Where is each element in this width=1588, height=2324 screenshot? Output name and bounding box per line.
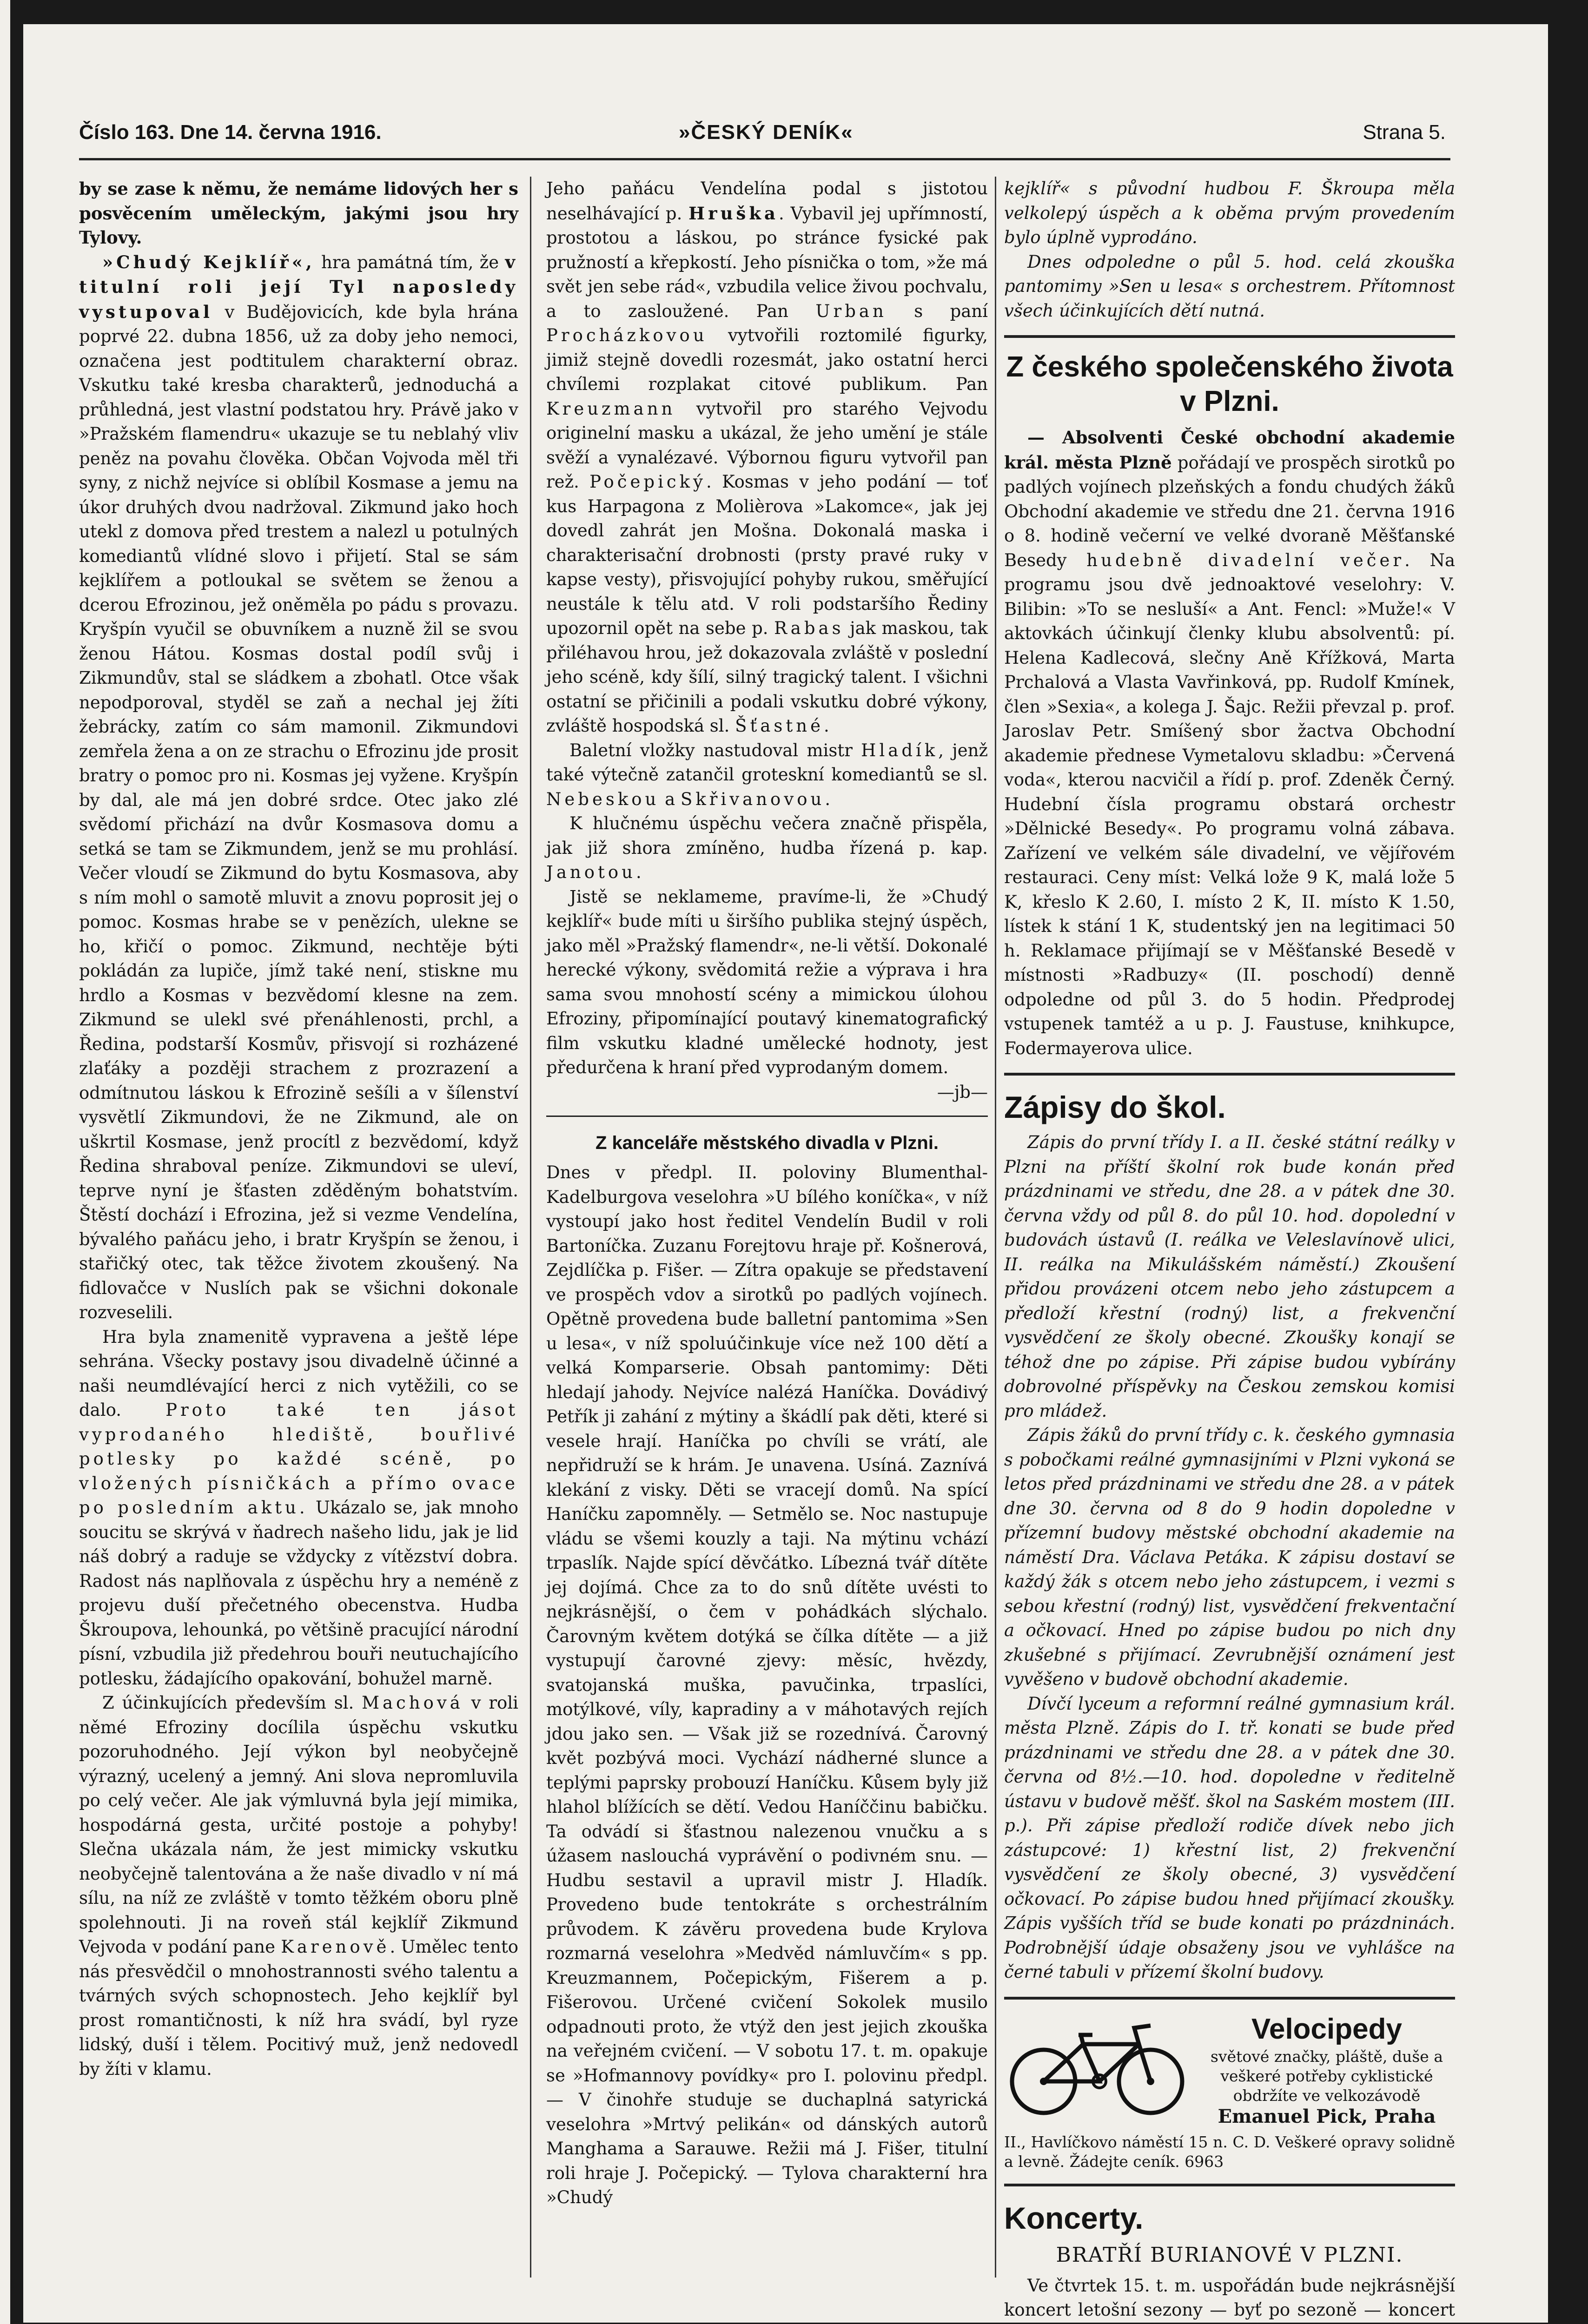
actor-name: Hruška [688, 203, 779, 224]
bicycle-advertisement [1004, 2012, 1455, 2128]
play-title: »Chudý Kejklíř«, [102, 251, 315, 272]
schools-realka: Zápis do první třídy I. a II. české státní reálky v Plzni na příští školní rok bude konán před prázdninami ve středu, dne 28. a v pátek dne 30. června vždy od půl 8. do půl 10. hod. dopolední v budovách ústavů (I. reálka ve Veleslavínově ulici, II. reálka na Mikulášském náměstí.) Zkoušení přidou provázeni otcem nebo jeho zástupcem a předloží křestní (rodný) list, a frekvenční vysvědčení ze školy obecné. Zkoušky konají se téhož dne po zápise. Při zápise budou vybírány dobrovolné příspěvky na Českou zemskou komisi pro mládež. [1004, 1132, 1455, 1421]
article-signature: —jb— [937, 1082, 988, 1102]
concerts-subheading: BRATŘÍ BURIANOVÉ V PLZNI. [1056, 2243, 1403, 2267]
ad-firm: Emanuel Pick, Praha [1217, 2105, 1436, 2127]
actor-name: Nebeskou [546, 789, 660, 809]
column-2 [546, 177, 988, 2278]
paragraph-rehearsal: Dnes odpoledne o půl 5. hod. celá zkouška pantomimy »Sen u lesa« s orchestrem. Přítomnost všech účinkujících dětí nutná. [1004, 251, 1455, 321]
actor-name: Počepický [589, 472, 706, 492]
schools-lyceum: Dívčí lyceum a reformní reálné gymnasium král. města Plzně. Zápis do I. tř. konati se bude před prázdninami ve středu dne 28. a v pátek dne 30. června od 8½.—10. hod. dopoledne v ředitelně ústavu v budově měšť. škol na Saském mostem (III. p.). Při zápise předloží rodiče dívek nebo jich zástupcové: 1) křestní list, 2) frekvenční vysvědčení ze školy obecné, 3) vysvědčení očkovací. Po zápise budou hned přijímací zkoušky. Zápis vyšších tříd se bude konati po prázdninách. Podrobnější údaje obsaženy jsou ve vyhlášce na černé tabuli v přízemí školní budovy. [1004, 1693, 1455, 1982]
paragraph-music: K hlučnému úspěchu večera značně přispěla, jak již shora zmíněno, hudba řízená p. kap. Janotou. [546, 813, 988, 882]
theatre-office-text: Dnes v předpl. II. polovinу Blumenthal-Kadelburgova veselohra »U bílého koníčka«, v níž vystoupí jako host ředitel Vendelín Budil v roli Bartoníčka. Zuzanu Forejtovu hraje př. Košnerová, Zejdlíčka p. Fišer. — Zítra opakuje se představení ve prospěch vdov a sirotků po padlých vojínech. Opětně provedena bude balletní pantomima »Sen u lesa«, v níž spoluúčinkuje více než 100 dětí a velká Komparserie. Obsah pantomimy: Děti hledají jahody. Nejvíce nalézá Haníčka. Dovádivý Petřík ji zahání z mýtiny a škádlí pak děti, které si vesele hrají. Haníčka po chvíli se vrátí, ale nepřidruží se k hrám. Je unavena. Usíná. Zaznívá klekání z visky. Děti se vracejí domů. Na spící Haníčku zapomněly. — Setmělo se. Noc nastupuje vládu se všemi kouzly a taji. Na mýtinu vchází trpaslík. Najde spící děvčátko. Líbezná tvář dítěte jej dojímá. Chce za to do snů dítěte uvésti to nejkrásnější, o čem v pohádkách slýchalo. Čarovným květem dotýká se čílka dítěte — a již vystupují čarovné zjevy: měsíc, hvězdy, svatojanská muška, pavučinka, trpaslíci, motýlkové, víly, kapradiny a v máhotavých rejích jdou jako sen. — Však již se rozednívá. Čarovný květ pozbývá moci. Vychází nádherné slunce a teplými paprsky probouzí Haníčku. Kůsem byly již hlahol blížících se dětí. Vedou Haníččinu babičku. Ta odvádí si šťastnou nalezenou vnučku a s úžasem naslouchá vyprávění o podivném snu. — Hudbu sestavil a upravil mistr J. Hladík. Provedeno bude tentokráte s orchestrálním průvodem. K závěru provedena bude Krylova rozmarná veselohra »Medvěd námluvčím« s pp. Kreuzmannem, Počepickým, Fišerem a p. Fišerovou. Určené cvičení Sokolek musilo odpadnouti proto, že vtýž den jest jejich zkouška na veřejném cvičení. — V sobotu 17. t. m. opakuje se »Hofmannovy povídky« pro I. polovinu předpl. — V činohře studuje se duchaplná satyrická veselohra »Mrtvý pelikán« od dánských autorů Manghama a Sarauwe. Režii má J. Fišer, titulní roli hraje J. Počepický. — Tylova charakterní hra »Chudý [546, 1162, 988, 2207]
society-heading: Z českého společenského života v Plzni. [1006, 351, 1453, 417]
paragraph-intro: by se zase k němu, že nemáme lidových her s posvěcením uměleckým, jakými jsou hry Tylovy. [79, 178, 518, 248]
paragraph-ballet: Baletní vložky nastudoval mistr Hladík, jenž také výtečně zatančil groteskní komediantů se sl. Nebeskou a Skřivanovou. [546, 740, 988, 809]
paragraph-play-summary: »Chudý Kejklíř«, hra památná tím, že v titulní roli její Tyl naposledy vystupoval v Budějovicích, kde byla hrána poprvé 22. dubna 1856, už za doby jeho nemoci, označena jest podtitulem charakterní obraz. Vskutku také kresba charakterů, jednoduchá a průhledná, jest vlastní podstatou hry. Právě jako v »Pražském flamendru« ukazuje se tu neblahý vliv peněz na povahu člověka. Občan Vojvoda měl tři syny, z nichž nejvíce si oblíbil Kosmase a jemu na úkor druhých dvou nadržoval. Zikmund jako hoch utekl z domova před trestem a nalezl u potulných komediantů vlídné slovo i přijetí. Stal se sám kejklířem a potloukal se světem se ženou a dcerou Efrozinou, jež oněměla po pádu s provazu. Kryšpín vyučil se obuvníkem a nuzně žil se svou ženou Hátou. Kosmas dostal podíl svůj i Zikmundův, stal se sládkem a zbohatl. Otce však nepodporoval, styděl se zaň a nechal jej žíti žebrácky, zatím co sám mamonil. Zikmundovi zemřela žena a on ze strachu o Efrozinu jde prosit bratry o pomoc pro ni. Kosmas jej vyžene. Kryšpín by dal, ale má jen dobré srdce. Otec jako zlé svědomí přichází na dvůr Kosmasova domu a setká se tam se Zikmundem, jenž se mu prohlásí. Večer vloudí se Zikmund do bytu Kosmasova, aby s ním mohl o samotě mluvit a znovu poprosit jej o pomoc. Kosmas hrabe se v penězích, uleknе se ho, křičí o pomoc. Zikmund, nechtěje býti pokládán za lupiče, jímž také není, stiskne mu hrdlo a Kosmas v bezvědomí klesne na zem. Zikmund se ulekl své přenáhlenosti, prchl, a Ředina, podstarší Kosmův, přisvojí si rozházené zlaťáky a později strachem z prozrazení a odmítnutou láskou k Efrozině sešíli a v šílenství vysvětlí Zikmundovi, že ne Zikmund, ale on uškrtil Kosmase, jenž procítl z bezvědomí, když Ředina shraboval peníze. Zikmundovi se uleví, teprve nyní je šťasten zděděným bohatstvím. Štěstí dochází i Efrozina, jež si vezme Vendelína, bývalého paňácu jeho, i bratr Kryšpín se ženou, i stařičký otec, tak těžce životem zkoušený. Na fidlovačce v Nuslích pak se všichni dokonale rozveselili. [79, 251, 518, 1322]
newspaper-title: »ČESKÝ DENÍK« [679, 121, 854, 144]
section-rule [1004, 2184, 1455, 2186]
column-divider-2 [995, 177, 996, 2278]
ad-code: 6963 [1184, 2152, 1224, 2171]
paragraph-cast: Jeho paňácu Vendelína podal s jistotou neselhávající p. Hruška. Vybavil jej upřímností, prostotou a láskou, po stránce fysické pak pružností a křepkostí. Jeho písnička o tom, »že má svět jen sebe rád«, vzbudila velice živou pochvalu, a to zasloužené. Pan Urban s paní Procházkovou vytvořili roztomilé figurky, jimiž stejně dovedli rozesmát, jako ostatní herci chvílemi rozplakat citové publikum. Pan Kreuzmann vytvořil pro starého Vejvodu originelní masku a ukázal, že jeho umění je stále svěží a vynalézavé. Výbornou figuru vytvořil pan rež. Počepický. Kosmas v jeho podání — toť kus Harpagona z Molièrova »Lakomce«, jak jej dovedl zahrát jen Mošna. Dokonalá maska i charakterisační drobnosti (prsty pravé ruky v kapse vesty), přisvojující pohyby rukou, směřující neustále k tělu atd. V roli podstaršího Řediny upozornil opět na sebe p. Rabas jak maskou, tak přiléhavou hrou, jež dokazovala zvláště v poslední jeho scéně, kdy šílí, silný tragický talent. I všichni ostatní se přičinili a podali vskutku dobré výkony, zvláště hospodská sl. Šťastné. [546, 178, 988, 736]
bicycle-icon [1004, 2012, 1190, 2119]
concerts-heading: Koncerty. [1004, 2200, 1144, 2235]
column-1 [79, 177, 518, 2278]
actor-name: Urban [815, 301, 887, 321]
actor-name: Šťastné [735, 716, 824, 736]
actor-name: Kreuzmann [546, 398, 676, 419]
emphasis-text: hudebně divadelní večer [1086, 550, 1405, 570]
column-divider-1 [530, 177, 531, 2278]
schools-heading: Zápisy do škol. [1004, 1090, 1226, 1124]
emphasis-text: Proto také ten jásot vyprodaného hlediště, bouřlivé potlesky po každé scéně, po vložených písničkách a přímo ovace po posledním aktu. [79, 1400, 518, 1518]
actor-name: Janotou [546, 862, 636, 882]
paragraph-performance: Hra byla znamenitě vypravena a ještě lépe sehrána. Všecky postavy jsou divadelně účinné a naši neumdlévající herci z nich vytěžili, co se dalo. Proto také ten jásot vyprodaného hlediště, bouřlivé potlesky po každé scéně, po vložených písničkách a přímo ovace po posledním aktu. Ukázalo se, jak mnoho soucitu se skrývá v ňadrech našeho lidu, jak je lid náš dobrý a raduje se vždycky z vítězství dobra. Radost nás naplňovala z úspěchu hry a neméně z projevu duší přečetného obecenstva. Hudba Škroupova, lehounká, po většině pracující národní písní, vzbudila již předehrou bouři neutuchajícího potlesku, žádajícího opakování, bohužel marně. [79, 1327, 518, 1689]
actor-name: Procházkovou [546, 325, 708, 345]
header-rule [79, 158, 1450, 160]
section-rule [1004, 1997, 1455, 2000]
paragraph-actors: Z účinkujících především sl. Machová v roli němé Efroziny docílila úspěchu vskutku pozoruhodného. Její výkon byl neobyčejně výrazný, ucelený a jemný. Ani slova nepromluvila po celý večer. Ale jak výmluvná byla její mimika, hospodárná gesta, určité postoje a pohyby! Slečna ukázala nám, že jest mimicky vskutku neobyčejně talentována a že naše divadlo v ní má sílu, na níž ze zvláště v tomto těžkém oboru plně spolehnouti. Ji na roveň stál kejklíř Zikmund Vejvoda v podání pane Karenově. Umělec tento nás přesvědčil o mnohostrannosti svého talentu a tvárných svých schopnostech. Jeho kejklíř byl prost romantičnosti, k níž hra svádí, byl ryze lidský, duší i tělem. Pocitivý muž, jenž nedovedl by žíti v klamu. [79, 1693, 519, 2079]
section-rule [1004, 1073, 1455, 1076]
actor-name: Karenově [281, 1937, 390, 1957]
section-rule [1004, 335, 1455, 338]
section-rule [546, 1116, 988, 1117]
paragraph-conclusion: Jistě se neklameme, pravíme-li, že »Chudý kejklíř« bude míti u širšího publika stejný úspěch, jako měl »Pražský flamendr«, ne-li větší. Dokonalé herecké výkony, svědomitá režie a výprava i hra sama svou mnohostí scény a mimickou úlohou Efroziny, připomínající poutavý kinematografický film vskutku kladné umělecké hodnoty, jest předurčena k hraní před vyprodaným domem. [546, 886, 988, 1077]
column-3 [1004, 177, 1455, 2320]
actor-name: Machová [362, 1693, 463, 1713]
page-number: Strana 5. [1363, 121, 1446, 144]
society-text: — Absolventi České obchodní akademie král. města Plzně pořádají ve prospěch sirotků po padlých vojínech plzeňských a fondu chudých žáků Obchodní akademie ve středu dne 21. června 1916 o 8. hodině večerní ve velké dvoraně Měšťanské Besedy hudebně divadelní večer. Na programu jsou dvě jednoaktové veselohry: V. Bilibin: »To se nesluší« a Ant. Fencl: »Muže!« V aktovkách účinkují členky klubu absolventů: pí. Helena Kadlecová, slečny Aně Křížková, Marta Prchalová a Vlasta Vavřinková, pp. Rudolf Kmínek, člen »Sexia«, a kolega J. Šajc. Režii převzal p. prof. Jaroslav Petr. Smíšený sbor žactva Obchodní akademie přednese Vymetalovu skladbu: »Červená voda«, kterou nacvičil a řídí p. prof. Zdeněk Černý. Hudební čísla programu obstará orchestr »Dělnické Besedy«. Po programu volná zábava. Zařízení ve velkém sále divadelní, ve vějířovém restauraci. Ceny míst: Velká lože 9 K, malá lože 5 K, křeslo K 2.60, I. místo 2 K, II. místo K 1.50, lístek k stání 1 K, studentský jen na legitimaci 50 h. Reklamace přijímají se v Měšťanské Besedě v místnosti »Radbuzy« (II. poschodí) denně odpoledne od půl 3. do 5 hodin. Předprodej vstupenek tamtéž a u p. J. Faustuse, knihkupce, Fodermayerova ulice. [1004, 427, 1455, 1058]
actor-name: Skřivanovou [680, 789, 825, 809]
schools-gymnasium: Zápis žáků do první třídy c. k. českého gymnasia s pobočkami reálné gymnasijními v Plzni vykoná se letos před prázdninami ve středu dne 28. a v pátek dne 30. června od 8 do 9 hodin dopoledne v přízemní budovy městské obchodní akademie na náměstí Dra. Václava Petáka. K zápisu dostaví se každý žák s otcem nebo jeho zástupcem, i vezmi s sebou křestní (rodný) list, vysvědčení frekventační a očkovací. Hned po zápise budou po nich dny zkušebné s přijímací. Zevrubnější oznámení jest vyvěšeno v budově obchodní akademie. [1004, 1425, 1455, 1689]
ad-title: Velocipedy [1251, 2013, 1402, 2045]
paragraph-continuation: kejklíř« s původní hudbou F. Škroupa měla velkolepý úspěch a k oběma prvým provedením bylo úplně vyprodáno. [1004, 178, 1455, 247]
concerts-text: Ve čtvrtek 15. t. m. uspořádán bude nejkrásnější koncert letošní sezony — byť po sezoně — koncert [1004, 2275, 1455, 2320]
page-header [79, 116, 1446, 153]
theatre-office-heading: Z kanceláře městského divadla v Plzni. [595, 1133, 939, 1153]
ad-text [1190, 2012, 1455, 2128]
actor-name: Hladík [861, 740, 939, 760]
issue-number: Číslo 163. Dne 14. června 1916. [79, 121, 382, 144]
page-left-edge [0, 0, 10, 2324]
emphasis-text: v titulní roli její Tyl naposledy vystupoval [79, 251, 518, 322]
ad-footer: II., Havlíčkovo náměstí 15 n. C. D. Veškeré opravy solidně a levně. Žádejte ceník. 6963 [1004, 2133, 1455, 2171]
ad-body: světové značky, pláště, duše a veškeré potřeby cyklistické obdržíte ve velkozávodě [1211, 2047, 1443, 2105]
actor-name: Rabas [774, 618, 844, 638]
